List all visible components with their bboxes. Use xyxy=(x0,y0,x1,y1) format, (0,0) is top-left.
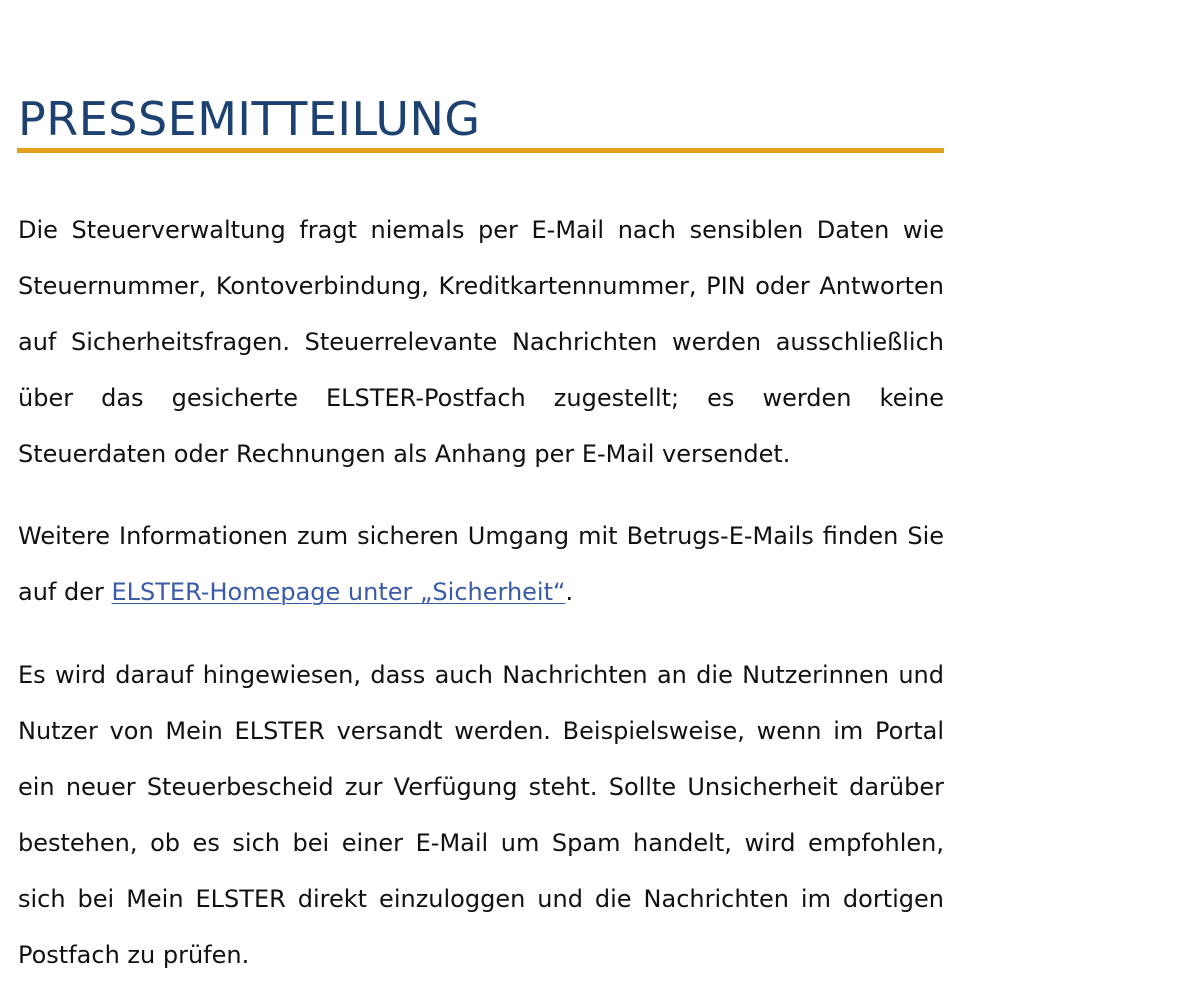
paragraph-more-info-end: . xyxy=(565,578,574,606)
paragraph-mein-elster-notice: Es wird darauf hingewiesen, dass auch Nachrichten an die Nutzerinnen und Nutzer von Mein ELSTER versandt werden. Beispielsweise, wenn im Portal ein neuer Steuerbescheid zur Verfügung steht. Sollte Unsicherheit darüber bestehen, ob es sich bei einer E-Mail um Spam handelt, wird empfohlen, sich bei Mein ELSTER direkt einzuloggen und die Nachrichten im dortigen Postfach zu prüfen. xyxy=(18,661,944,969)
page-title: PRESSEMITTEILUNG xyxy=(18,92,481,146)
header xyxy=(18,0,944,146)
paragraph-more-info xyxy=(18,508,944,620)
paragraph-more-info-text: Weitere Informationen zum sicheren Umgang mit Betrugs-E-Mails finden Sie auf der xyxy=(18,522,944,606)
title-underline-divider xyxy=(17,148,944,153)
paragraph-security-notice: Die Steuerverwaltung fragt niemals per E-Mail nach sensiblen Daten wie Steuernummer, Kontoverbindung, Kreditkartennummer, PIN oder Antworten auf Sicherheitsfragen. Steuerrelevante Nachrichten werden ausschließlich über das gesicherte ELSTER-Postfach zugestellt; es werden keine Steuerdaten oder Rechnungen als Anhang per E-Mail versendet. xyxy=(18,216,944,468)
elster-security-link[interactable]: ELSTER-Homepage unter „Sicherheit“ xyxy=(111,578,566,606)
